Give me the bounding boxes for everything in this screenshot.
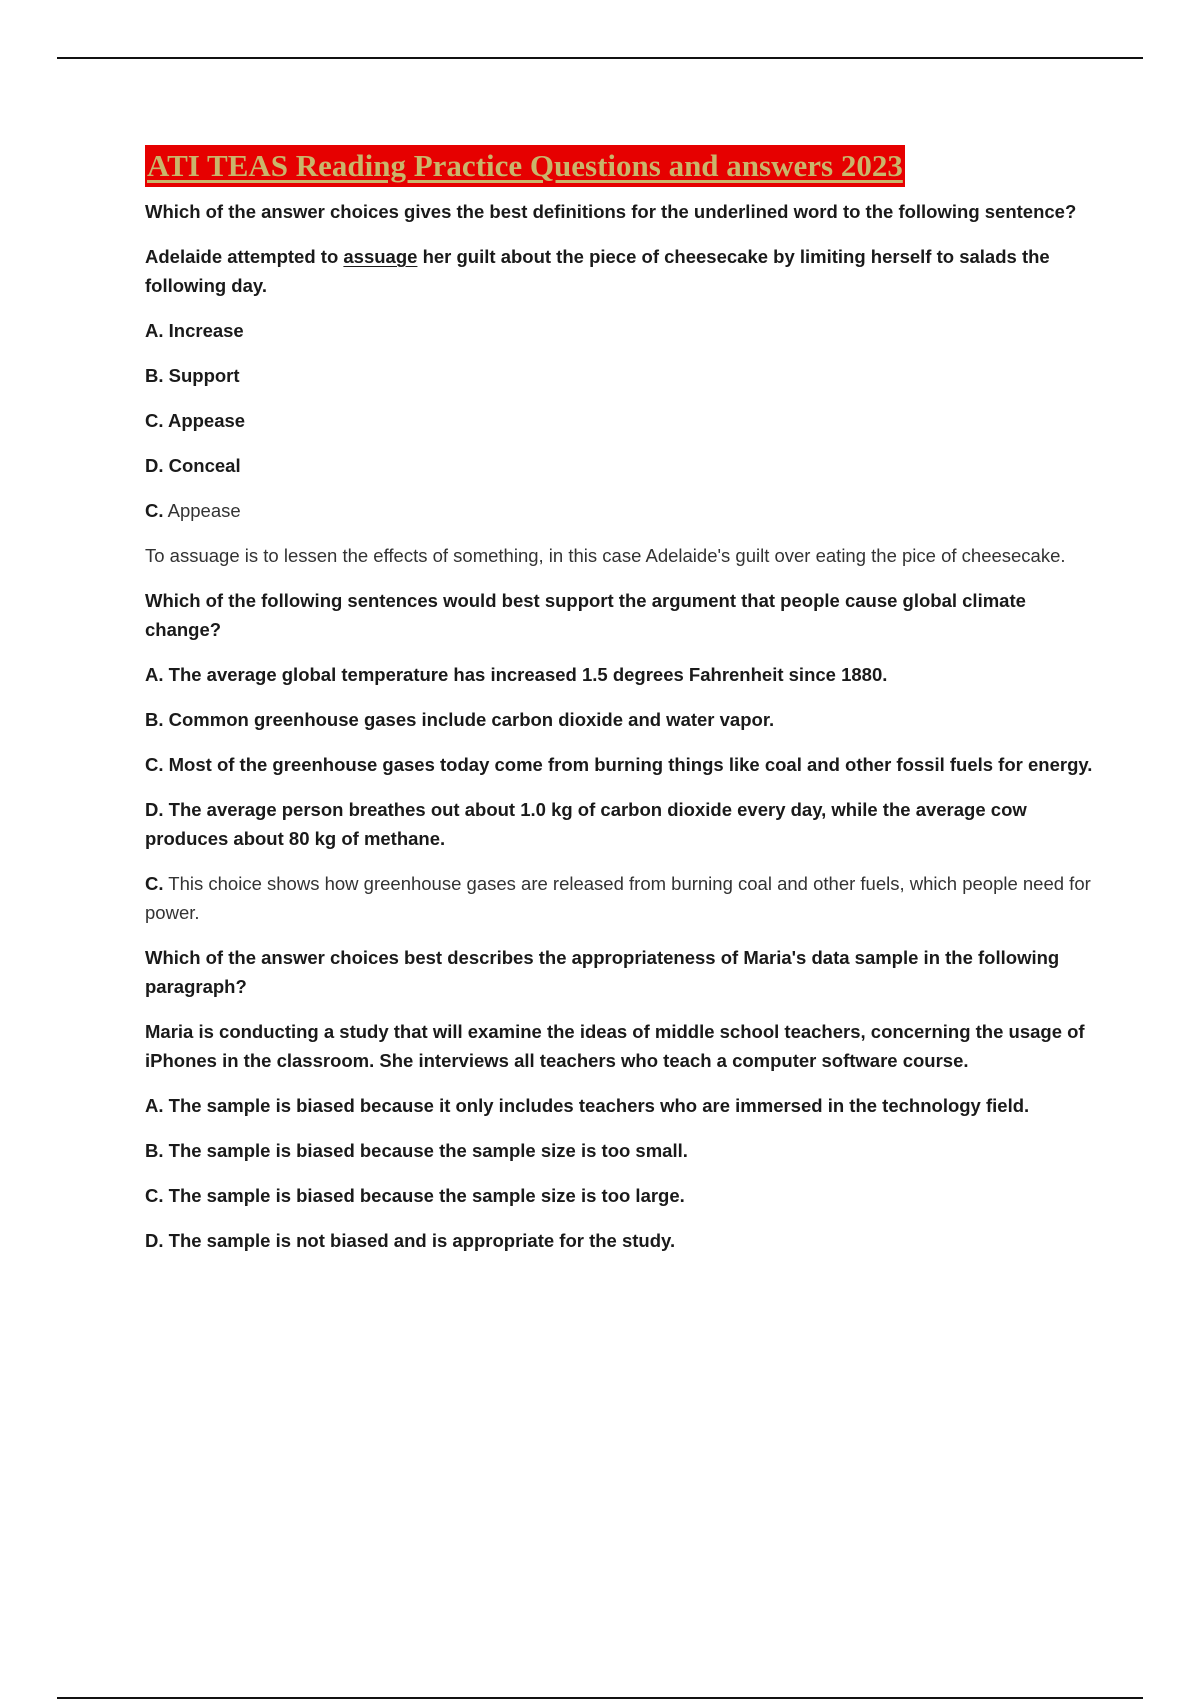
q3-option-d: D. The sample is not biased and is appropriate for the study. bbox=[145, 1230, 676, 1251]
q1-sentence-after: her guilt about the piece of cheesecake by limiting herself to salads the following day. bbox=[145, 246, 1050, 296]
bottom-rule bbox=[57, 1697, 1143, 1699]
q2-option-a: A. The average global temperature has increased 1.5 degrees Fahrenheit since 1880. bbox=[145, 664, 888, 685]
top-rule bbox=[57, 57, 1143, 59]
q3-passage: Maria is conducting a study that will examine the ideas of middle school teachers, concerning the usage of iPhones in the classroom. She interviews all teachers who teach a computer software course. bbox=[145, 1021, 1085, 1071]
q2-option-d: D. The average person breathes out about 1.0 kg of carbon dioxide every day, while the average cow produces about 80 kg of methane. bbox=[145, 799, 1027, 849]
q1-option-b: B. Support bbox=[145, 365, 240, 386]
q2-option-b: B. Common greenhouse gases include carbon dioxide and water vapor. bbox=[145, 709, 775, 730]
q1-option-d: D. Conceal bbox=[145, 455, 241, 476]
q1-sentence bbox=[145, 242, 1095, 300]
q2-question: Which of the following sentences would best support the argument that people cause global climate change? bbox=[145, 590, 1026, 640]
q1-underlined-word: assuage bbox=[343, 246, 418, 267]
document-body bbox=[145, 145, 1095, 1255]
q1-option-a: A. Increase bbox=[145, 320, 244, 341]
q1-answer-letter: C. bbox=[145, 500, 164, 521]
document-title: ATI TEAS Reading Practice Questions and answers 2023 bbox=[145, 145, 905, 187]
q2-answer bbox=[145, 869, 1095, 927]
q1-option-c: C. Appease bbox=[145, 410, 246, 431]
q3-option-c: C. The sample is biased because the sample size is too large. bbox=[145, 1185, 685, 1206]
q2-answer-text: This choice shows how greenhouse gases are released from burning coal and other fuels, which people need for power. bbox=[145, 873, 1091, 923]
q3-question: Which of the answer choices best describes the appropriateness of Maria's data sample in the following paragraph? bbox=[145, 947, 1060, 997]
q1-question: Which of the answer choices gives the best definitions for the underlined word to the following sentence? bbox=[145, 201, 1077, 222]
q1-sentence-before: Adelaide attempted to bbox=[145, 246, 344, 267]
q1-answer bbox=[145, 496, 1095, 525]
q3-option-b: B. The sample is biased because the sample size is too small. bbox=[145, 1140, 688, 1161]
q2-option-c: C. Most of the greenhouse gases today come from burning things like coal and other fossil fuels for energy. bbox=[145, 754, 1093, 775]
q1-explanation: To assuage is to lessen the effects of something, in this case Adelaide's guilt over eating the pice of cheesecake. bbox=[145, 545, 1066, 566]
q2-answer-letter: C. bbox=[145, 873, 164, 894]
q1-answer-text: Appease bbox=[163, 500, 241, 521]
q3-option-a: A. The sample is biased because it only includes teachers who are immersed in the technology field. bbox=[145, 1095, 1030, 1116]
